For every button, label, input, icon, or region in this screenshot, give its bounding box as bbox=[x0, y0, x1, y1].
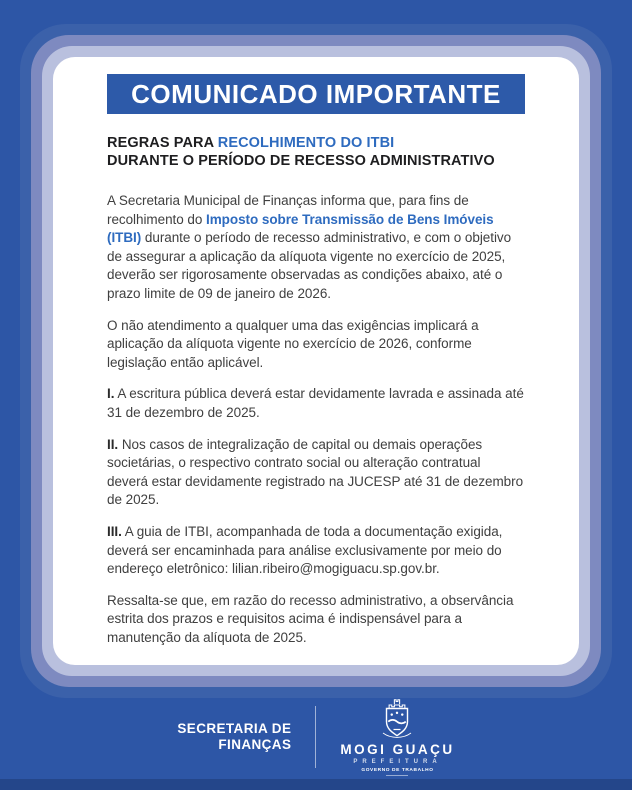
department-line1: SECRETARIA DE bbox=[177, 720, 292, 736]
itbi-highlight: Imposto sobre Transmissão de Bens Imóveis (ITBI) bbox=[107, 211, 494, 246]
city-logo bbox=[340, 698, 454, 776]
subtitle-prefix: REGRAS PARA bbox=[107, 135, 218, 151]
body-text bbox=[107, 192, 525, 647]
closing-paragraph: Ressalta-se que, em razão do recesso administrativo, a observância estrita dos prazos e requisitos acima é indispensável para a manutenção da alíquota de 2025. bbox=[107, 592, 514, 645]
page-title: COMUNICADO IMPORTANTE bbox=[131, 78, 501, 109]
item-3-numeral: III. bbox=[107, 523, 122, 539]
card-frame-inner bbox=[42, 46, 590, 676]
department-name bbox=[177, 721, 291, 754]
intro-after: durante o período de recesso administrativo, e com o objetivo de assegurar a aplicação da alíquota vigente no exercício de 2025, deverão ser rigorosamente observadas as condições abaixo, até o prazo limite de 09 de janeiro de 2026. bbox=[107, 230, 512, 301]
email-address: lilian.ribeiro@mogiguacu.sp.gov.br bbox=[232, 561, 436, 577]
subtitle-line2: DURANTE O PERÍODO DE RECESSO ADMINISTRATIVO bbox=[107, 153, 495, 169]
list-item-1 bbox=[107, 385, 525, 422]
footer-divider bbox=[315, 706, 316, 768]
item-2-numeral: II. bbox=[107, 436, 119, 452]
warning-paragraph: O não atendimento a qualquer uma das exigências implicará a aplicação da alíquota vigente no exercício de 2026, conforme legislação então aplicável. bbox=[107, 317, 479, 370]
subtitle-highlight: RECOLHIMENTO DO ITBI bbox=[217, 135, 395, 151]
item-1-text: A escritura pública deverá estar devidamente lavrada e assinada até 31 de dezembro de 2025. bbox=[107, 386, 524, 420]
department-line2: FINANÇAS bbox=[218, 737, 292, 752]
item-3-text-end: . bbox=[435, 561, 440, 577]
announcement-card bbox=[53, 57, 579, 665]
intro-before: A Secretaria Municipal de Finanças informa que, para fins de recolhimento do bbox=[107, 193, 469, 227]
slogan-rule bbox=[386, 775, 408, 776]
item-1-numeral: I. bbox=[107, 386, 115, 402]
city-slogan: GOVERNO DE TRABALHO bbox=[361, 768, 434, 773]
coat-of-arms-icon bbox=[379, 698, 415, 740]
intro-paragraph bbox=[107, 192, 525, 304]
item-3-text: A guia de ITBI, acompanhada de toda a documentação exigida, deverá ser encaminhada para análise exclusivamente por meio do endereço eletrônico: bbox=[107, 523, 503, 577]
list-item-2 bbox=[107, 436, 525, 510]
title-banner bbox=[107, 74, 525, 114]
item-2-text: Nos casos de integralização de capital ou demais operações societárias, o respectivo contrato social ou alteração contratual deverá estar devidamente registrado na JUCESP até 31 de dezembro de 2025. bbox=[107, 436, 524, 508]
entity-name: PREFEITURA bbox=[353, 759, 442, 765]
list-item-3 bbox=[107, 523, 525, 579]
footer bbox=[0, 695, 632, 779]
city-name: MOGI GUAÇU bbox=[340, 742, 455, 757]
card-frame-mid bbox=[31, 35, 601, 687]
bottom-strip bbox=[0, 779, 632, 790]
card-frame-outer bbox=[20, 24, 612, 698]
subtitle bbox=[107, 134, 525, 170]
